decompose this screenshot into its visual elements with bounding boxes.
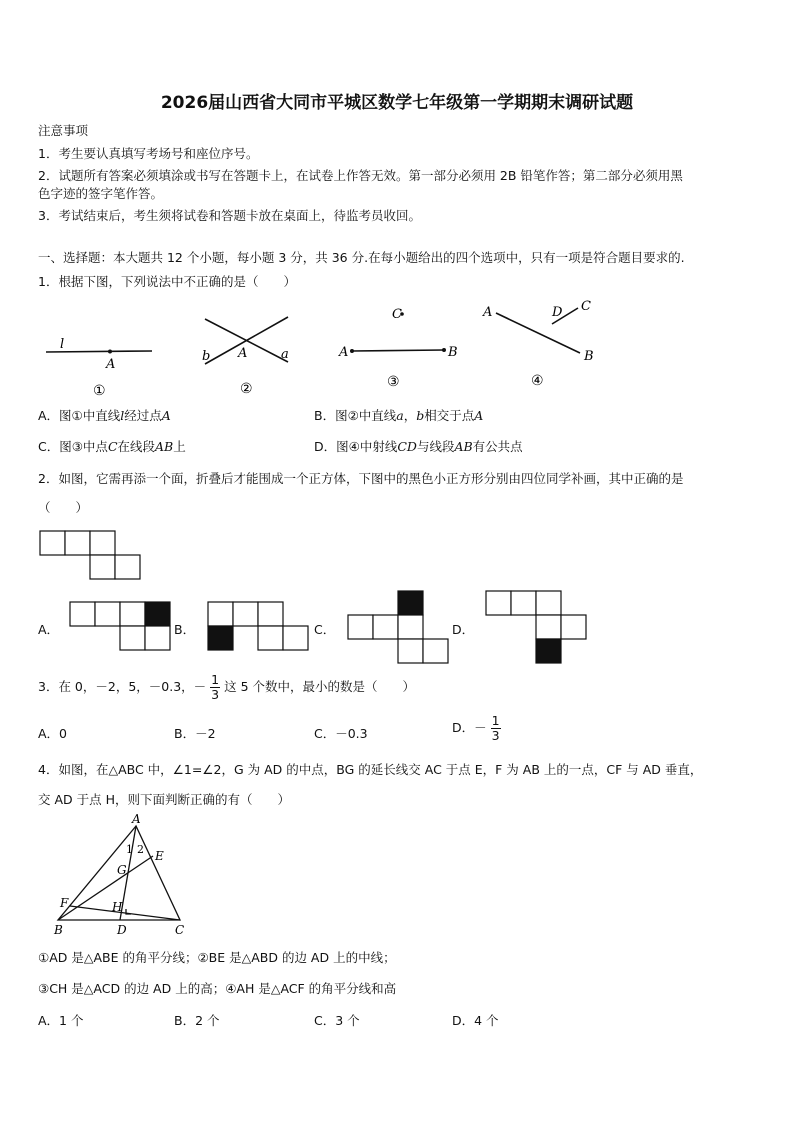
- label-C: C: [581, 299, 591, 314]
- q1-option-B[interactable]: B．图②中直线a，b相交于点A: [314, 408, 484, 423]
- q4-statement-1-2: ①AD 是△ABE 的角平分线；②BE 是△ABD 的边 AD 上的中线；: [38, 950, 396, 965]
- label-A: A: [483, 305, 493, 320]
- q2-option-D-net[interactable]: [486, 591, 586, 663]
- q2-option-B-net[interactable]: [208, 602, 308, 650]
- q1-figure-1: [46, 337, 152, 399]
- q3-option-D[interactable]: D．－ $\frac{1}{3}$: [452, 713, 500, 743]
- label-b: b: [202, 349, 211, 364]
- q1-figure-3: [338, 307, 458, 390]
- q2-option-A-net[interactable]: [70, 602, 170, 650]
- label-A: A: [106, 357, 116, 372]
- segment-AB: [352, 350, 444, 351]
- label-G: G: [117, 863, 127, 877]
- label-a: a: [281, 347, 289, 362]
- point-A: [108, 350, 112, 354]
- label-l: l: [60, 337, 65, 352]
- q4-option-A[interactable]: A．1 个: [38, 1013, 84, 1028]
- notice-item-2-cont: 色字迹的签字笔作答。: [38, 186, 164, 201]
- q4-triangle-figure: [40, 810, 200, 938]
- q3-option-D-fraction: $\frac{1}{3}$: [491, 713, 500, 743]
- notice-item-3: 3．考试结束后，考生须将试卷和答题卡放在桌面上，待监考员收回。: [38, 208, 421, 223]
- point-A: [350, 349, 354, 353]
- q3-option-A[interactable]: A．0: [38, 726, 68, 741]
- q2-option-C-net[interactable]: [348, 591, 448, 663]
- q2-stem: 2．如图，它需再添一个面，折叠后才能围成一个正方体，下图中的黑色小正方形分别由四位同学补画，其中正确的是: [38, 471, 684, 486]
- q3-fraction: $\frac{1}{3}$: [211, 672, 220, 702]
- q1-option-D[interactable]: D．图④中射线CD与线段AB有公共点: [314, 439, 523, 454]
- label-C: C: [175, 923, 185, 937]
- q2-option-C[interactable]: C．: [314, 622, 336, 637]
- point-B: [442, 348, 446, 352]
- label-D: D: [552, 305, 563, 320]
- q3-option-B[interactable]: B．－2: [174, 726, 216, 741]
- q1-figures: [30, 292, 630, 400]
- q2-option-D[interactable]: D．: [452, 622, 475, 637]
- segment-AB: [496, 313, 580, 353]
- q2-option-B[interactable]: B．: [174, 622, 196, 637]
- q1-stem: 1．根据下图，下列说法中不正确的是（ ）: [38, 274, 296, 289]
- label-H: H: [112, 900, 123, 914]
- label-B: B: [448, 345, 458, 360]
- q2-base-net: [40, 531, 140, 579]
- segment-CF: [70, 906, 180, 920]
- label-E: E: [155, 849, 164, 863]
- figure-number-2: ②: [240, 381, 253, 397]
- label-A: A: [339, 345, 349, 360]
- figure-number-4: ④: [531, 373, 544, 389]
- q4-option-C[interactable]: C．3 个: [314, 1013, 360, 1028]
- q4-stem-line2: 交 AD 于点 H，则下面判断正确的有（ ）: [38, 792, 290, 807]
- q4-option-B[interactable]: B．2 个: [174, 1013, 220, 1028]
- notice-item-2: 2．试题所有答案必须填涂或书写在答题卡上，在试卷上作答无效。第一部分必须用 2B 铅笔作答；第二部分必须用黑: [38, 168, 683, 183]
- notice-heading: 注意事项: [38, 123, 89, 138]
- angle-1-label: 1: [126, 843, 133, 856]
- q4-statement-3-4: ③CH 是△ACD 的边 AD 上的高；④AH 是△ACF 的角平分线和高: [38, 981, 397, 996]
- label-A: A: [238, 346, 248, 361]
- label-A: A: [132, 812, 141, 826]
- q3-stem: 3．在 0，－2，5，－0.3，－ $\frac{1}{3}$ 这 5 个数中，最小的数是（ ）: [38, 672, 415, 702]
- q1-option-C[interactable]: C．图③中点C在线段AB上: [38, 439, 186, 454]
- label-F: F: [60, 896, 69, 910]
- q2-figures: [0, 525, 620, 670]
- q4-option-D[interactable]: D．4 个: [452, 1013, 499, 1028]
- q1-option-A[interactable]: A．图①中直线l经过点A: [38, 408, 171, 423]
- section-heading: 一、选择题：本大题共 12 个小题，每小题 3 分，共 36 分.在每小题给出的四个选项中，只有一项是符合题目要求的.: [38, 250, 685, 265]
- figure-number-1: ①: [93, 383, 106, 399]
- label-C: C: [392, 307, 402, 322]
- notice-item-1: 1．考生要认真填写考场号和座位序号。: [38, 146, 259, 161]
- q1-figure-2: [202, 317, 289, 397]
- figure-number-3: ③: [387, 374, 400, 390]
- label-B: B: [584, 349, 594, 364]
- q2-stem-paren: （ ）: [38, 500, 89, 515]
- page-title: 2026届山西省大同市平城区数学七年级第一学期期末调研试题: [160, 93, 634, 113]
- angle-2-label: 2: [137, 843, 144, 856]
- label-B: B: [54, 923, 63, 937]
- q1-figure-4: [482, 299, 594, 389]
- q4-stem-line1: 4．如图，在△ABC 中，∠1=∠2，G 为 AD 的中点，BG 的延长线交 AC 于点 E，F 为 AB 上的一点，CF 与 AD 垂直，: [38, 762, 703, 777]
- q2-option-A[interactable]: A．: [38, 622, 60, 637]
- label-D: D: [117, 923, 127, 937]
- q3-option-C[interactable]: C．－0.3: [314, 726, 368, 741]
